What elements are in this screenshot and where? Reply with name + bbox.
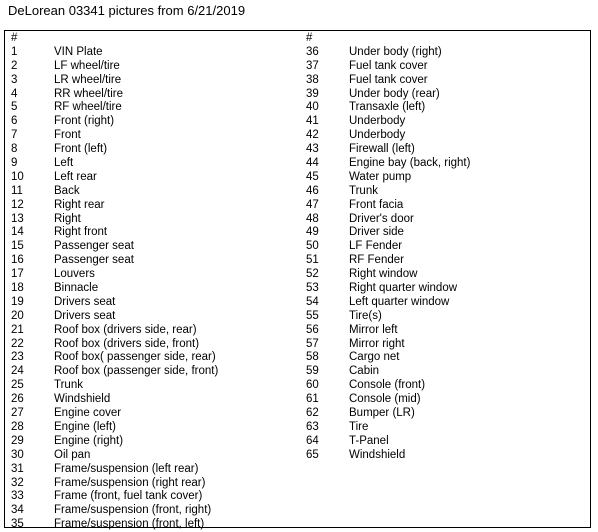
picture-label: Louvers <box>54 268 95 281</box>
picture-number: 8 <box>11 143 18 156</box>
picture-label: Bumper (LR) <box>349 407 415 420</box>
picture-label: Drivers seat <box>54 295 116 308</box>
table-row <box>11 324 218 338</box>
picture-label: Right <box>54 212 81 225</box>
picture-number: 4 <box>11 87 18 100</box>
picture-number: 42 <box>306 129 319 142</box>
picture-label: Front <box>54 129 81 142</box>
picture-label: Front (right) <box>54 115 115 128</box>
table-row <box>11 60 218 74</box>
picture-number: 25 <box>11 379 24 392</box>
picture-label: Underbody <box>349 115 406 128</box>
picture-number: 21 <box>11 323 24 336</box>
table-row <box>306 46 470 60</box>
table-row <box>11 88 218 102</box>
picture-number: 19 <box>11 295 24 308</box>
table-row <box>306 254 470 268</box>
document-title: DeLorean 03341 pictures from 6/21/2019 <box>8 3 246 18</box>
picture-number: 36 <box>306 45 319 58</box>
table-row <box>11 477 218 491</box>
picture-number: 6 <box>11 115 18 128</box>
picture-label: Cabin <box>349 365 380 378</box>
picture-label: Driver's door <box>349 212 414 225</box>
table-row <box>11 240 218 254</box>
picture-label: Under body (rear) <box>349 87 440 100</box>
picture-label: Passenger seat <box>54 254 134 267</box>
picture-label: Under body (right) <box>349 45 442 58</box>
picture-label: Frame/suspension (right rear) <box>54 476 206 489</box>
picture-number: 60 <box>306 379 319 392</box>
picture-number: 14 <box>11 226 24 239</box>
picture-number: 62 <box>306 407 319 420</box>
picture-number: 54 <box>306 295 319 308</box>
table-row <box>11 268 218 282</box>
table-row <box>306 365 470 379</box>
table-row <box>306 213 470 227</box>
picture-number: 33 <box>11 490 24 503</box>
picture-label: Binnacle <box>54 282 99 295</box>
picture-label: Tire <box>349 420 369 433</box>
picture-number: 7 <box>11 129 18 142</box>
picture-number: 22 <box>11 337 24 350</box>
left-row-list <box>11 46 218 532</box>
table-row <box>11 310 218 324</box>
picture-label: Cargo net <box>349 351 400 364</box>
table-row <box>11 157 218 171</box>
picture-label: Transaxle (left) <box>349 101 426 114</box>
table-row <box>306 129 470 143</box>
picture-label: Drivers seat <box>54 309 116 322</box>
table-row <box>306 115 470 129</box>
table-row <box>11 143 218 157</box>
table-row <box>306 282 470 296</box>
picture-label: Right front <box>54 226 108 239</box>
picture-label: Right quarter window <box>349 282 458 295</box>
right-column <box>306 32 470 463</box>
table-row <box>11 338 218 352</box>
picture-label: VIN Plate <box>54 45 103 58</box>
left-column <box>11 32 218 532</box>
picture-label: Front (left) <box>54 143 108 156</box>
picture-number: 49 <box>306 226 319 239</box>
table-row <box>11 254 218 268</box>
table-row <box>306 324 470 338</box>
table-row <box>11 226 218 240</box>
table-row <box>306 171 470 185</box>
table-row <box>306 407 470 421</box>
picture-number: 28 <box>11 420 24 433</box>
picture-label: LR wheel/tire <box>54 73 122 86</box>
picture-label: Firewall (left) <box>349 143 415 156</box>
picture-number: 1 <box>11 45 18 58</box>
table-row <box>306 60 470 74</box>
picture-number: 37 <box>306 59 319 72</box>
table-row <box>306 199 470 213</box>
picture-number: 34 <box>11 504 24 517</box>
picture-label: Frame/suspension (front, right) <box>54 504 212 517</box>
picture-list-table <box>4 30 591 531</box>
picture-number: 29 <box>11 434 24 447</box>
picture-number: 24 <box>11 365 24 378</box>
picture-number: 39 <box>306 87 319 100</box>
picture-number: 38 <box>306 73 319 86</box>
picture-label: RF Fender <box>349 254 404 267</box>
picture-number: 40 <box>306 101 319 114</box>
picture-number: 48 <box>306 212 319 225</box>
table-row <box>11 171 218 185</box>
picture-label: Roof box (drivers side, rear) <box>54 323 197 336</box>
picture-number: 3 <box>11 73 18 86</box>
picture-number: 64 <box>306 434 319 447</box>
picture-number: 43 <box>306 143 319 156</box>
picture-number: 51 <box>306 254 319 267</box>
table-row <box>306 421 470 435</box>
picture-label: Frame (front, fuel tank cover) <box>54 490 203 503</box>
picture-label: Fuel tank cover <box>349 59 428 72</box>
picture-label: RF wheel/tire <box>54 101 122 114</box>
table-row <box>11 379 218 393</box>
table-row <box>306 379 470 393</box>
picture-label: Engine (right) <box>54 434 124 447</box>
picture-number: 50 <box>306 240 319 253</box>
picture-number: 30 <box>11 448 24 461</box>
table-row <box>11 46 218 60</box>
table-row <box>11 421 218 435</box>
picture-number: 12 <box>11 198 24 211</box>
picture-label: Trunk <box>349 184 378 197</box>
picture-number: 63 <box>306 420 319 433</box>
table-row <box>11 407 218 421</box>
picture-number: 58 <box>306 351 319 364</box>
picture-number: 17 <box>11 268 24 281</box>
picture-label: Right window <box>349 268 418 281</box>
picture-label: Windshield <box>54 393 111 406</box>
picture-number: 35 <box>11 518 24 531</box>
number-column-header: # <box>11 32 18 44</box>
table-row <box>306 393 470 407</box>
picture-label: Oil pan <box>54 448 91 461</box>
picture-label: RR wheel/tire <box>54 87 124 100</box>
table-row <box>11 365 218 379</box>
table-row <box>11 101 218 115</box>
picture-number: 11 <box>11 184 23 197</box>
table-row <box>11 282 218 296</box>
picture-label: LF wheel/tire <box>54 59 120 72</box>
picture-label: Frame/suspension (front, left) <box>54 518 205 531</box>
picture-label: LF Fender <box>349 240 403 253</box>
table-row <box>11 213 218 227</box>
table-row <box>11 185 218 199</box>
table-row <box>11 504 218 518</box>
right-row-list <box>306 46 470 463</box>
picture-label: Front facia <box>349 198 404 211</box>
picture-label: Windshield <box>349 448 406 461</box>
picture-label: Engine (left) <box>54 420 117 433</box>
table-row <box>306 268 470 282</box>
picture-number: 56 <box>306 323 319 336</box>
picture-number: 20 <box>11 309 24 322</box>
table-row <box>306 310 470 324</box>
table-row <box>306 101 470 115</box>
picture-number: 32 <box>11 476 24 489</box>
picture-label: Left quarter window <box>349 295 450 308</box>
table-row <box>11 115 218 129</box>
picture-number: 16 <box>11 254 24 267</box>
picture-label: Right rear <box>54 198 105 211</box>
picture-label: Back <box>54 184 80 197</box>
picture-number: 27 <box>11 407 24 420</box>
table-row <box>11 518 218 532</box>
table-row <box>306 226 470 240</box>
picture-number: 45 <box>306 170 319 183</box>
picture-number: 61 <box>306 393 319 406</box>
table-row <box>306 449 470 463</box>
table-row <box>306 74 470 88</box>
picture-label: Mirror right <box>349 337 405 350</box>
picture-label: Console (mid) <box>349 393 421 406</box>
picture-label: Engine cover <box>54 407 122 420</box>
picture-label: Left <box>54 157 74 170</box>
table-row <box>306 435 470 449</box>
table-row <box>306 185 470 199</box>
table-row <box>306 351 470 365</box>
picture-number: 10 <box>11 170 24 183</box>
table-row <box>11 449 218 463</box>
picture-number: 57 <box>306 337 319 350</box>
picture-label: T-Panel <box>349 434 389 447</box>
picture-label: Left rear <box>54 170 97 183</box>
table-row <box>11 296 218 310</box>
picture-number: 13 <box>11 212 24 225</box>
picture-number: 23 <box>11 351 24 364</box>
table-row <box>11 351 218 365</box>
picture-number: 5 <box>11 101 18 114</box>
table-row <box>11 463 218 477</box>
picture-number: 41 <box>306 115 319 128</box>
table-row <box>306 296 470 310</box>
picture-label: Console (front) <box>349 379 426 392</box>
picture-number: 44 <box>306 157 319 170</box>
number-column-header: # <box>306 32 313 44</box>
picture-number: 2 <box>11 59 18 72</box>
table-row <box>306 157 470 171</box>
table-row <box>11 129 218 143</box>
table-row <box>306 240 470 254</box>
picture-label: Passenger seat <box>54 240 134 253</box>
picture-number: 52 <box>306 268 319 281</box>
picture-number: 65 <box>306 448 319 461</box>
picture-number: 47 <box>306 198 319 211</box>
table-row <box>11 393 218 407</box>
picture-label: Roof box( passenger side, rear) <box>54 351 216 364</box>
picture-number: 59 <box>306 365 319 378</box>
picture-label: Engine bay (back, right) <box>349 157 471 170</box>
picture-number: 18 <box>11 282 24 295</box>
picture-number: 9 <box>11 157 18 170</box>
table-row <box>306 143 470 157</box>
picture-number: 46 <box>306 184 319 197</box>
picture-label: Roof box (drivers side, front) <box>54 337 200 350</box>
table-row <box>11 74 218 88</box>
picture-number: 55 <box>306 309 319 322</box>
table-row <box>306 88 470 102</box>
table-row <box>306 338 470 352</box>
picture-label: Fuel tank cover <box>349 73 428 86</box>
picture-label: Roof box (passenger side, front) <box>54 365 219 378</box>
picture-label: Trunk <box>54 379 83 392</box>
picture-label: Tire(s) <box>349 309 382 322</box>
picture-label: Water pump <box>349 170 412 183</box>
table-row <box>11 490 218 504</box>
picture-number: 15 <box>11 240 24 253</box>
picture-number: 53 <box>306 282 319 295</box>
picture-label: Underbody <box>349 129 406 142</box>
picture-label: Driver side <box>349 226 404 239</box>
picture-label: Frame/suspension (left rear) <box>54 462 199 475</box>
picture-number: 31 <box>11 462 24 475</box>
table-row <box>11 199 218 213</box>
table-row <box>11 435 218 449</box>
picture-number: 26 <box>11 393 24 406</box>
picture-label: Mirror left <box>349 323 398 336</box>
